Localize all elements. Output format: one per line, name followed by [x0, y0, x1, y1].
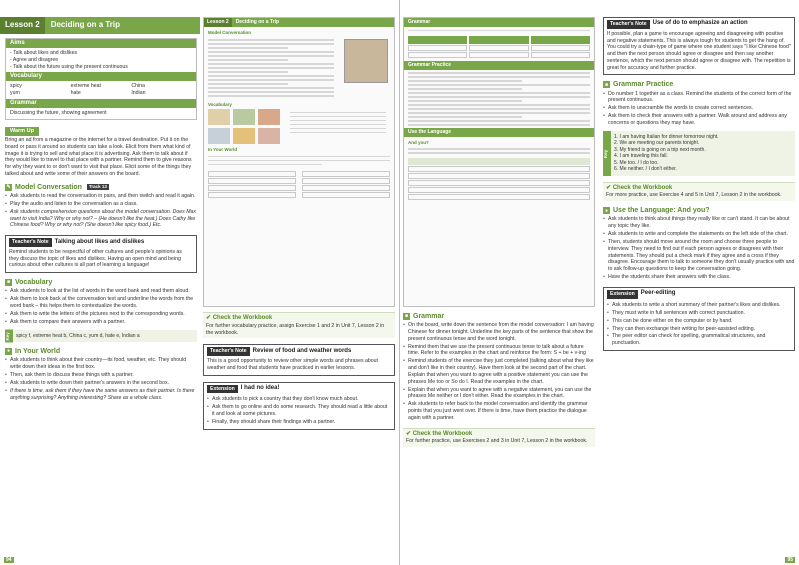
vocab-word: extreme heat — [70, 83, 101, 90]
extension-title: I had no idea! — [240, 385, 280, 392]
thumb-subtitle: And you? — [408, 140, 429, 145]
list-item: • Ask students to pick a country that they don't know much about. — [207, 396, 391, 403]
list-item: • Have the students share their answers with the class. — [603, 274, 795, 281]
left-column-2 — [203, 312, 395, 430]
list-item: • Then, students should move around the room and choose three people to interview. They need to find out if each person agrees or disagrees with their statements. They should put a check mark if they agree and a cross if they disagree. Encourage them to talk to someone they don't usually practice with and to ask follow-up questions to keep the conversation going. — [603, 239, 795, 273]
key-line: 2. We are meeting our parents tonight. — [614, 140, 700, 147]
note-text: This is a good opportunity to review other simple words and phrases about weather and food that students have practiced in earlier lessons. — [207, 358, 378, 371]
student-book-thumbnail-left — [203, 17, 395, 307]
workbook-heading: ✔ Check the Workbook — [406, 430, 473, 437]
list-item: • Do number 1 together as a class. Remind the students of the correct form of the present continuous. — [603, 91, 795, 105]
list-item: • Then, ask them to discuss these things with a partner. — [5, 372, 197, 379]
grammar-practice-list — [603, 91, 795, 127]
extension-title: Peer-editing — [640, 290, 676, 297]
thumb-section: Vocabulary — [208, 102, 232, 108]
workbook-text: For further vocabulary practice, assign Exercise 1 and 2 in Unit 7, Lesson 2 in the workbook. — [206, 322, 385, 336]
list-item: • Ask students to refer back to the model conversation and identify the grammar points that you just went over. If there is time, have them practice the dialogue again with a partner. — [403, 401, 595, 421]
list-item: • They can then exchange their writing for peer-assisted editing. — [607, 326, 791, 333]
vocabulary-heading: Vocabulary — [6, 72, 196, 81]
list-item: • Ask students to think about things they really like or can't stand. It can be about any topic they like. — [603, 216, 795, 230]
teachers-note-review — [203, 344, 395, 375]
left-page — [0, 0, 399, 565]
list-item: • Play the audio and listen to the conversation as a class. — [5, 201, 197, 208]
vocab-word: Indian — [131, 90, 146, 96]
list-item: • Ask students to read the conversation in pairs, and then switch and read it again. — [5, 193, 197, 200]
track-tag: Track 13 — [88, 184, 107, 190]
list-item: • Remind them that we use the present continuous tense to talk about a future time. Refer to the examples in the chart and reinforce the form: S + be + v-ing — [403, 344, 595, 358]
list-item: • Ask students to think about their country—its food, weather, etc. They should write down their ideas in the first box. — [5, 357, 197, 371]
student-book-thumbnail-right — [403, 17, 595, 307]
right-column-2 — [603, 17, 795, 351]
key-line: 1. I am having Italian for dinner tomorrow night. — [614, 133, 719, 140]
key-line: 6. Me neither. / I don't either. — [614, 166, 677, 173]
extension-no-idea — [203, 382, 395, 430]
list-item: • If there is time, ask them if they have the same answers as their partner. Is there anything surprising? Anything interesting? Share as a whole class. — [5, 388, 197, 402]
list-item: • Explain that when you want to agree with a negative statement, you can use the phrases Me neither or I don't either. Read the examples in the chart. — [403, 387, 595, 401]
teachers-note-emphasis — [603, 17, 795, 75]
note-title: Review of food and weather words — [252, 347, 352, 354]
book-icon: ■ — [604, 81, 609, 88]
right-column-1 — [403, 312, 595, 447]
thumb-section: Model Conversation — [208, 30, 252, 35]
key-line: 4. I am traveling this fall. — [614, 153, 668, 160]
list-item: • Finally, they should share their findings with a partner. — [207, 419, 391, 426]
lesson-title: Deciding on a Trip — [50, 20, 121, 30]
warm-up-text: Bring an ad from a magazine or the internet for a travel destination. Put it on the board or pass it around so students can take a look. Elicit from them what kind of image it is trying to sell and what place it is advertising. Ask them to talk about if they would like to travel to that place with a partner. Remind them to give reasons for why they want to or don't want to visit that place. Elicit some of the things they talked about and write some of their answers on the board. — [5, 137, 192, 177]
note-label: Teacher's Note — [9, 238, 52, 247]
in-your-world-heading: ● In Your World — [6, 348, 61, 356]
check-workbook-vocabulary — [203, 312, 395, 338]
list-item: • Ask students to write down their partner's answers in the second box. — [5, 380, 197, 387]
extension-label: Extension — [207, 385, 238, 394]
list-item: • Ask students to write a short summary of their partner's likes and dislikes. — [607, 302, 791, 309]
key-text: spicy f, extreme heat b, China c, yum d, hate e, Indian a — [16, 332, 140, 339]
list-item: • Ask them to write the letters of the pictures next to the corresponding words. — [5, 311, 197, 318]
list-item: • Ask them to compare their answers with a partner. — [5, 319, 197, 326]
note-label: Teacher's Note — [607, 20, 650, 29]
aim-item: - Agree and disagree — [10, 56, 59, 63]
list-item: • They must write in full sentences with correct punctuation. — [607, 310, 791, 317]
map-image — [344, 39, 388, 83]
page-number-right: 95 — [787, 556, 793, 563]
aim-item: - Talk about likes and dislikes — [10, 50, 78, 56]
note-text: If possible, plan a game to encourage agreeing and disagreeing with positive and negative statements. This is always tough for students to get the hang of. You could try a chain-type of game where one student says "I like Chinese food" and then the next person should agree or disagree and then say another sentence, which the next person should agree or disagree with. The repetition is great for accuracy and further practice. — [607, 30, 791, 71]
check-workbook-grammar — [403, 428, 595, 448]
list-item: • The peer editor can check for spelling, grammatical structures, and punctuation. — [607, 333, 791, 347]
list-item: • Ask them to unscramble the words to create correct sentences. — [603, 105, 795, 112]
grammar-practice-heading: ■ Grammar Practice — [604, 81, 674, 89]
vocabulary-list — [5, 288, 197, 325]
list-item: • Ask students to look at the list of words in the word bank and read them aloud. — [5, 288, 197, 295]
grammar-section-heading: ■ Grammar — [404, 313, 445, 320]
book-icon: ■ — [404, 313, 409, 320]
grammar-text: Discussing the future, showing agreement — [10, 109, 107, 116]
in-your-world-list — [5, 357, 197, 401]
workbook-heading: ✔ Check the Workbook — [606, 184, 673, 191]
thumb-section: In Your World — [208, 147, 237, 153]
thumb-title: Deciding on a Trip — [232, 18, 394, 27]
thumb-section-bar: Grammar — [404, 18, 594, 27]
right-page — [400, 0, 799, 565]
vocab-word: hate — [70, 90, 81, 96]
list-item: • Ask them to go online and do some research. They should read a little about it and look at some pictures. — [207, 404, 391, 418]
list-item: • Ask them to check their answers with a partner. Walk around and address any concerns or questions they may have. — [603, 113, 795, 127]
answer-key-vocabulary — [5, 330, 197, 343]
vocab-word: yum — [10, 90, 20, 96]
list-item: • Ask students to write and complete the statements on the left side of the chart. — [603, 231, 795, 238]
note-title: Talking about likes and dislikes — [54, 238, 145, 245]
key-line: 5. Me too. / I do too. — [614, 159, 659, 166]
workbook-text: For more practice, use Exercise 4 and 5 in Unit 7, Lesson 2 in the workbook. — [606, 192, 782, 199]
vocab-word: China — [131, 83, 145, 90]
speech-icon: ✎ — [6, 183, 11, 190]
vocabulary-section-heading: ■ Vocabulary — [6, 279, 53, 287]
thumb-section-bar: Use the Language — [404, 128, 594, 137]
grammar-heading: Grammar — [6, 99, 196, 108]
picture-grid — [208, 109, 280, 144]
workbook-heading: ✔ Check the Workbook — [206, 315, 273, 321]
model-conversation-heading: ✎ Model Conversation Track 13 — [6, 183, 107, 191]
note-label: Teacher's Note — [207, 347, 250, 356]
list-item: • On the board, write down the sentence from the model conversation: I am having Chinese for dinner tonight. Underline the key parts of the sentence that show the present continuous tense and the word tonight. — [403, 322, 595, 342]
extension-peer-editing — [603, 287, 795, 351]
book-icon: ■ — [6, 279, 11, 286]
note-title: Use of do to emphasize an action — [652, 20, 748, 27]
list-item: • Ask them to look back at the conversation text and underline the words from the word bank – this helps them to contextualize the words. — [5, 296, 197, 310]
chat-icon: ● — [604, 207, 609, 214]
globe-icon: ● — [6, 348, 11, 355]
thumb-section-bar: Grammar Practice — [404, 61, 594, 70]
key-line: 3. My friend is going on a trip next month. — [614, 146, 706, 153]
warm-up-label: Warm Up — [5, 127, 39, 136]
list-item: • Remind students of the exercise they just completed (talking about what they like and don't like in their country). Have them look at the second part of the chart. Explain that when you want to agree with a positive statement you can use the phrases Me too or So do I. Read the examples in the chart. — [403, 358, 595, 385]
note-text: Remind students to be respectful of other cultures and people's opinions as they discuss the topic of likes and dislikes. Having an open mind and being curious about other cultures is all part of learning a language! — [9, 248, 182, 269]
extension-label: Extension — [607, 290, 638, 299]
workbook-text: For further practice, use Exercises 2 and 3 in Unit 7, Lesson 2 in the workbook. — [406, 438, 588, 445]
lesson-banner — [0, 17, 200, 34]
use-language-heading: ● Use the Language: And you? — [604, 207, 710, 215]
grammar-list — [403, 322, 595, 421]
lesson-number: Lesson 2 — [0, 17, 45, 34]
list-item: • Ask students comprehension questions about the model conversation. Does Max want to visit India? Why or why not? – (He doesn't like the heat.) Does Cathy like Chinese food? Why or why not? (She doesn't like spicy food.) Etc. — [5, 209, 197, 229]
thumb-lesson: Lesson 2 — [204, 18, 232, 27]
teachers-note-likes — [5, 235, 197, 273]
answer-key-grammar — [603, 131, 795, 176]
aims-box — [5, 38, 197, 120]
model-conversation-list — [5, 193, 197, 229]
vocab-word: spicy — [10, 83, 22, 90]
left-column — [5, 38, 197, 401]
aim-item: - Talk about the future using the present continuous — [10, 63, 128, 70]
page-number-left: 94 — [6, 556, 12, 563]
list-item: • This can be done either on the computer or by hand. — [607, 318, 791, 325]
use-language-list — [603, 216, 795, 280]
key-label: Key — [603, 131, 611, 176]
aims-heading: Aims — [6, 39, 196, 48]
check-workbook-practice — [603, 182, 795, 202]
key-label: Key — [5, 330, 13, 343]
